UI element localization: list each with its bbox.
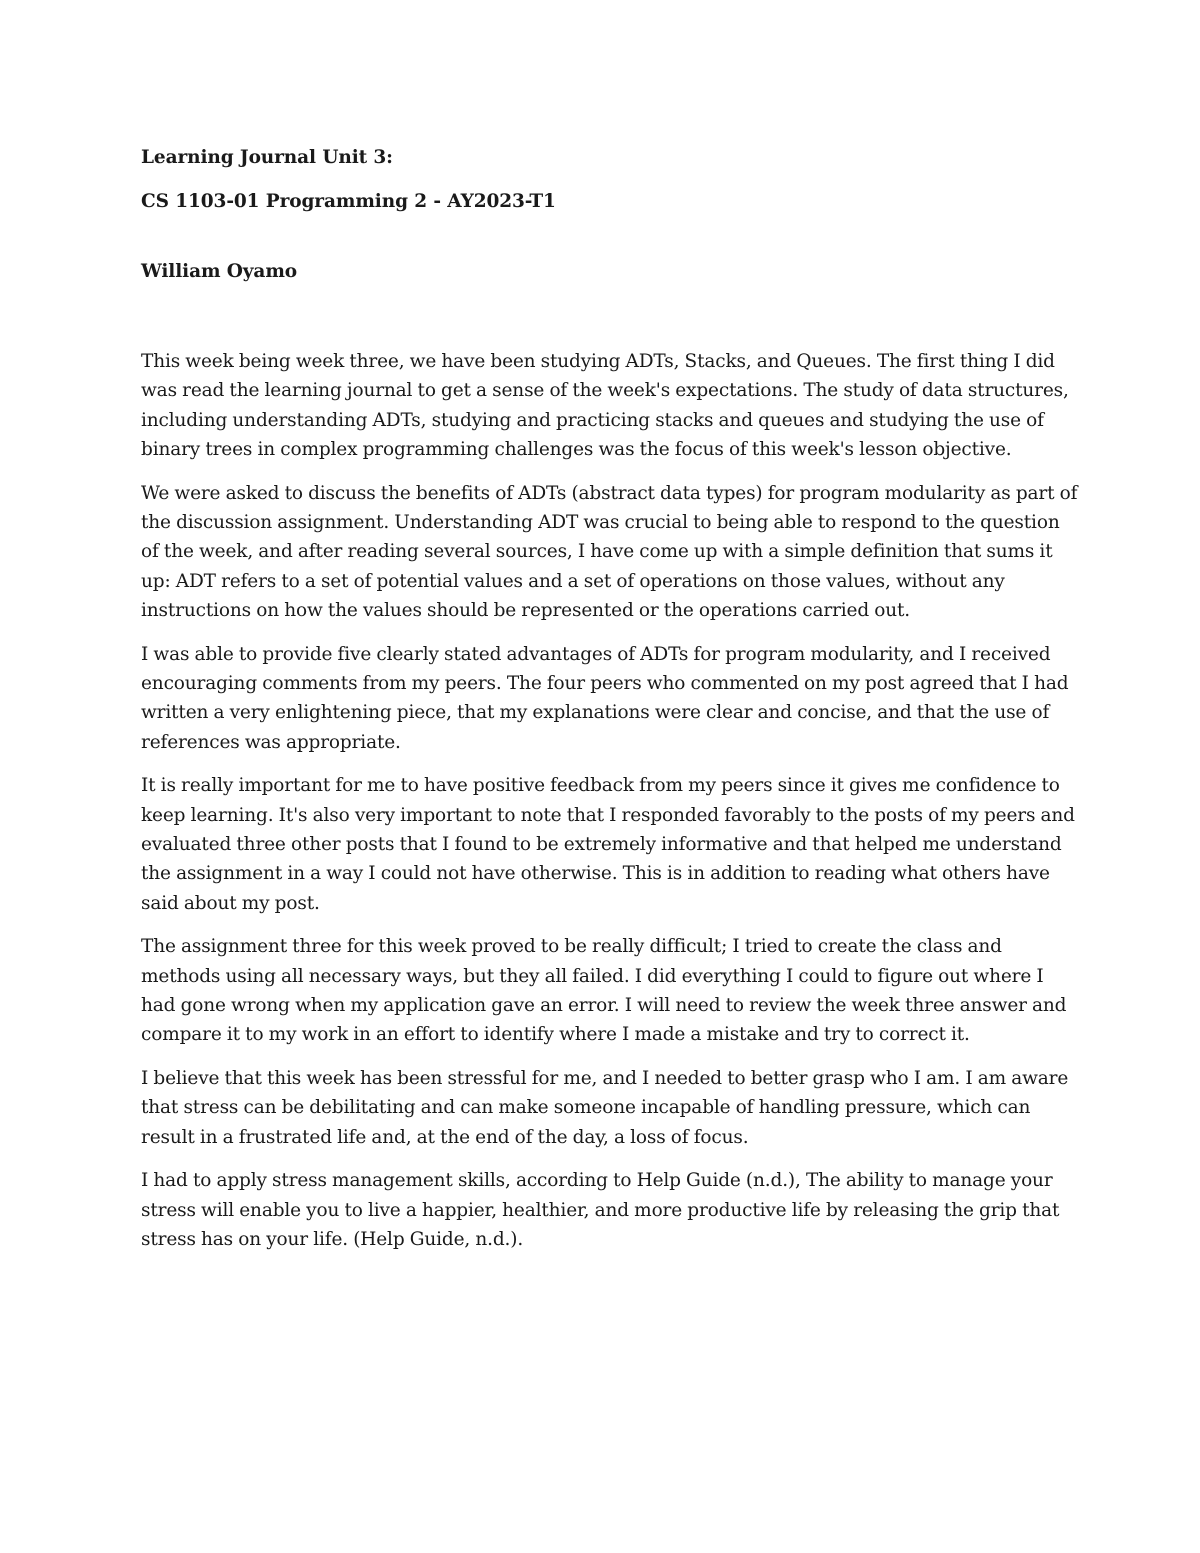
paragraph-6: I believe that this week has been stressful for me, and I needed to better grasp who I am. I am aware that stress can be debilitating and can make someone incapable of handling pressure, which can result in a frustrated life and, at the end of the day, a loss of focus. — [141, 1068, 1069, 1148]
paragraph-4: It is really important for me to have positive feedback from my peers since it gives me confidence to keep learning. It's also very important to note that I responded favorably to the posts of my peers and evaluated three other posts that I found to be extremely informative and that helped me understand the assignment in a way I could not have otherwise. This is in addition to reading what others have said about my post. — [141, 775, 1075, 914]
course-title: CS 1103-01 Programming 2 - AY2023-T1 — [141, 191, 556, 212]
paragraph-3: I was able to provide five clearly stated advantages of ADTs for program modularity, and I received encouraging comments from my peers. The four peers who commented on my post agreed that I had written a very enlightening piece, that my explanations were clear and concise, and that the use of references was appropriate. — [141, 643, 1069, 753]
journal-body — [141, 347, 1081, 1269]
paragraph-5: The assignment three for this week proved to be really difficult; I tried to create the class and methods using all necessary ways, but they all failed. I did everything I could to figure out where I had gone wrong when my application gave an error. I will need to review the week three answer and compare it to my work in an effort to identify where I made a mistake and try to correct it. — [141, 936, 1067, 1046]
journal-title: Learning Journal Unit 3: — [141, 147, 393, 168]
paragraph-7: I had to apply stress management skills, according to Help Guide (n.d.), The ability to manage your stress will enable you to live a happier, healthier, and more productive life by releasing the grip that stress has on your life. (Help Guide, n.d.). — [141, 1170, 1060, 1251]
paragraph-2: We were asked to discuss the benefits of ADTs (abstract data types) for program modularity as part of the discussion assignment. Understanding ADT was crucial to being able to respond to the question of the week, and after reading several sources, I have come up with a simple definition that sums it up: ADT refers to a set of potential values and a set of operations on those values, without any instructions on how the values should be represented or the operations carried out. — [141, 482, 1078, 621]
author-name: William Oyamo — [141, 261, 298, 282]
paragraph-1: This week being week three, we have been studying ADTs, Stacks, and Queues. The first thing I did was read the learning journal to get a sense of the week's expectations. The study of data structures, including understanding ADTs, studying and practicing stacks and queues and studying the use of binary trees in complex programming challenges was the focus of this week's lesson objective. — [141, 351, 1069, 460]
